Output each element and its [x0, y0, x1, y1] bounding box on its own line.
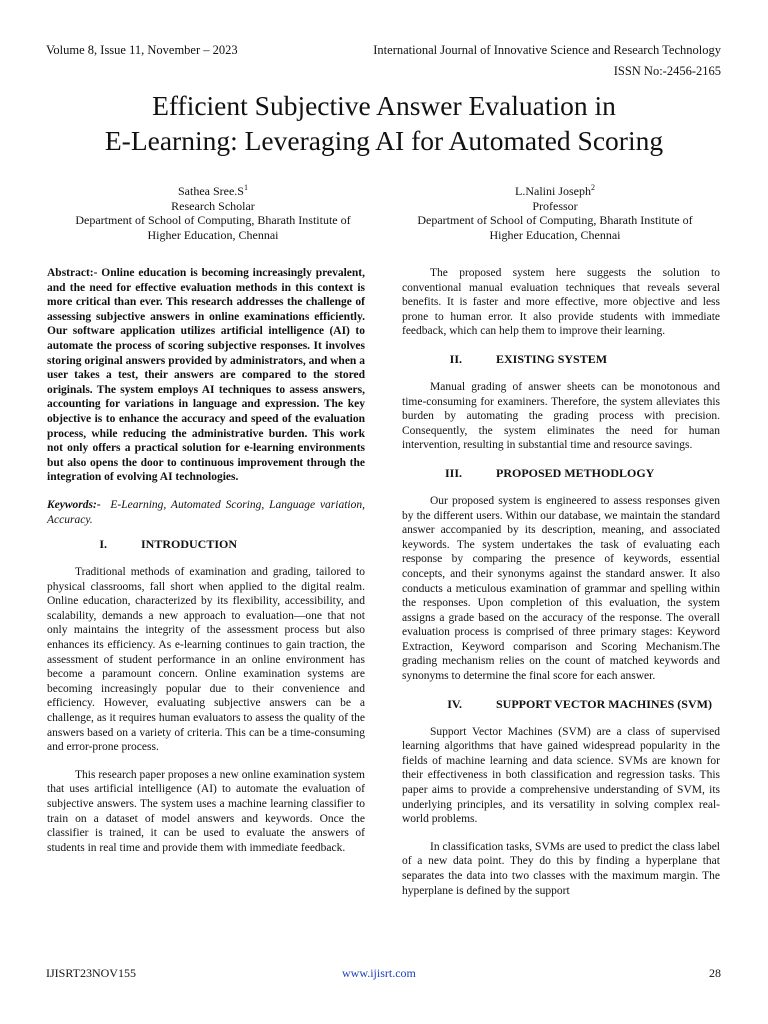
- section-number: II.: [449, 351, 462, 366]
- journal-name: International Journal of Innovative Science and Research Technology: [373, 43, 721, 57]
- author-2-affil-2: Higher Education, Chennai: [489, 227, 621, 242]
- section-number: IV.: [447, 696, 462, 711]
- keywords-label: Keywords:-: [47, 498, 101, 511]
- proposed-paragraph: Our proposed system is engineered to assess responses given by the different users. Within our database, we maintain the standard answer accompanied by its description, meaning, and associated keywords. The system undertakes the task of evaluating each response by comparing the presence of keywords, essential concepts, and their synonyms against the standard answer. It also conducts a meticulous examination of grammar and spelling within the responses. Upon completion of this evaluation, the system assigns a grade based on the accuracy of the response. The overall evaluation process is comprised of three primary stages: Keyword Extraction, Keyword comparison and Scoring Mechanism.The grading mechanism relies on the count of matched keywords and synonyms to determine the final score for each answer.: [402, 494, 720, 683]
- right-column: [402, 266, 720, 898]
- author-2: [400, 181, 710, 242]
- intro-paragraph-1: Traditional methods of examination and grading, tailored to physical classrooms, fall short when applied to the digital realm. Online education, characterized by its flexibility, accessibility, and scalability, demands a new approach to evaluation—one that not only maintains the integrity of the assessment process but also enhances its efficiency. As e-learning continues to gain traction, the assessment of student performance in an online environment has become a paramount concern. Online examination systems are becoming increasingly popular due to their convenience and efficiency. However, evaluating subjective answers can be a challenge, as it requires human evaluators to assess the quality of the answers based on a variety of criteria. This can be a time-consuming and error-prone process.: [47, 566, 365, 754]
- section-heading-proposed-methodology: [402, 466, 720, 481]
- title-line-2: E-Learning: Leveraging AI for Automated Scoring: [104, 125, 664, 156]
- footer-paper-id: IJISRT23NOV155: [46, 966, 136, 980]
- section-heading-svm: [402, 697, 720, 712]
- title-line-1: Efficient Subjective Answer Evaluation in: [152, 90, 616, 121]
- section-heading-introduction: [47, 537, 365, 552]
- intro-paragraph-2: This research paper proposes a new online examination system that uses artificial intelligence (AI) to automate the evaluation of subjective answers. The system uses a machine learning classifier to train on a dataset of model answers and keywords. Once the classifier is trained, it can be used to evaluate the answers of students in real time and provide them with immediate feedback.: [47, 768, 365, 854]
- issn: ISSN No:-2456-2165: [613, 64, 721, 78]
- existing-paragraph: Manual grading of answer sheets can be monotonous and time-consuming for examiners. Therefore, the system alleviates this burden by automating the grading process with precision. Consequently, the system eliminates the need for human intervention, resulting in substantial time and resource savings.: [402, 380, 720, 452]
- svm-paragraph-2: In classification tasks, SVMs are used to predict the class label of a new data point. They do this by finding a hyperplane that separates the data into two classes with the maximum margin. The hyperplane is defined by the support: [402, 840, 720, 897]
- author-2-sup: 2: [591, 183, 595, 192]
- keywords: [47, 498, 365, 527]
- author-1-sup: 1: [243, 183, 248, 192]
- author-2-role: Professor: [532, 198, 578, 213]
- abstract: Abstract:- Online education is becoming increasingly prevalent, and the need for effective evaluation methods in this context is more critical than ever. This research addresses the challenge of assessing subjective answers in online examinations efficiently. Our software application utilizes artificial intelligence (AI) to automate the process of scoring subjective responses. It involves storing original answers provided by administrators, and when a user takes a test, their answers are compared to the stored originals. The system employs AI techniques to assess answers, accounting for variations in language and expression. The key objective is to enhance the accuracy and speed of the evaluation process, while reducing the administrative burden. This work not only offers a practical solution for e-learning environments but also opens the door to continuous improvement through the integration of evolving AI technologies.: [47, 267, 365, 484]
- author-2-name: L.Nalini Joseph: [515, 184, 591, 198]
- page-number: 28: [709, 966, 721, 980]
- volume-info: Volume 8, Issue 11, November – 2023: [46, 43, 238, 57]
- paper-title: [0, 88, 768, 158]
- section-title: SUPPORT VECTOR MACHINES (SVM): [496, 696, 712, 711]
- section-title: EXISTING SYSTEM: [496, 351, 608, 366]
- author-1-affil-2: Higher Education, Chennai: [147, 227, 279, 242]
- section-number: I.: [99, 537, 107, 552]
- proposed-solution-paragraph: The proposed system here suggests the solution to conventional manual evaluation techniques that reveals several benefits. It is faster and more effective, more objective and less prone to human error. It also provide students with immediate feedback, which can help them to improve their learning.: [402, 267, 720, 338]
- section-heading-existing-system: [402, 352, 720, 367]
- footer-website-link[interactable]: www.ijisrt.com: [342, 966, 416, 980]
- author-2-affil-1: Department of School of Computing, Bharath Institute of: [417, 213, 693, 227]
- author-1-affil-1: Department of School of Computing, Bharath Institute of: [75, 213, 351, 227]
- svm-paragraph-1: Support Vector Machines (SVM) are a class of supervised learning algorithms that have gained widespread popularity in the fields of machine learning and data science. SVMs are known for their effectiveness in both classification and regression tasks. This paper aims to provide a comprehensive understanding of SVM, its underlying principles, and its versatility in solving complex real-world problems.: [402, 725, 720, 826]
- author-1-name: Sathea Sree.S: [178, 184, 244, 198]
- author-1: [58, 181, 368, 242]
- section-number: III.: [444, 465, 462, 480]
- author-1-role: Research Scholar: [171, 198, 255, 213]
- section-title: PROPOSED METHODLOGY: [496, 465, 655, 480]
- keywords-text: E-Learning, Automated Scoring, Language variation, Accuracy.: [47, 498, 365, 526]
- section-title: INTRODUCTION: [141, 537, 238, 552]
- left-column: [47, 266, 365, 855]
